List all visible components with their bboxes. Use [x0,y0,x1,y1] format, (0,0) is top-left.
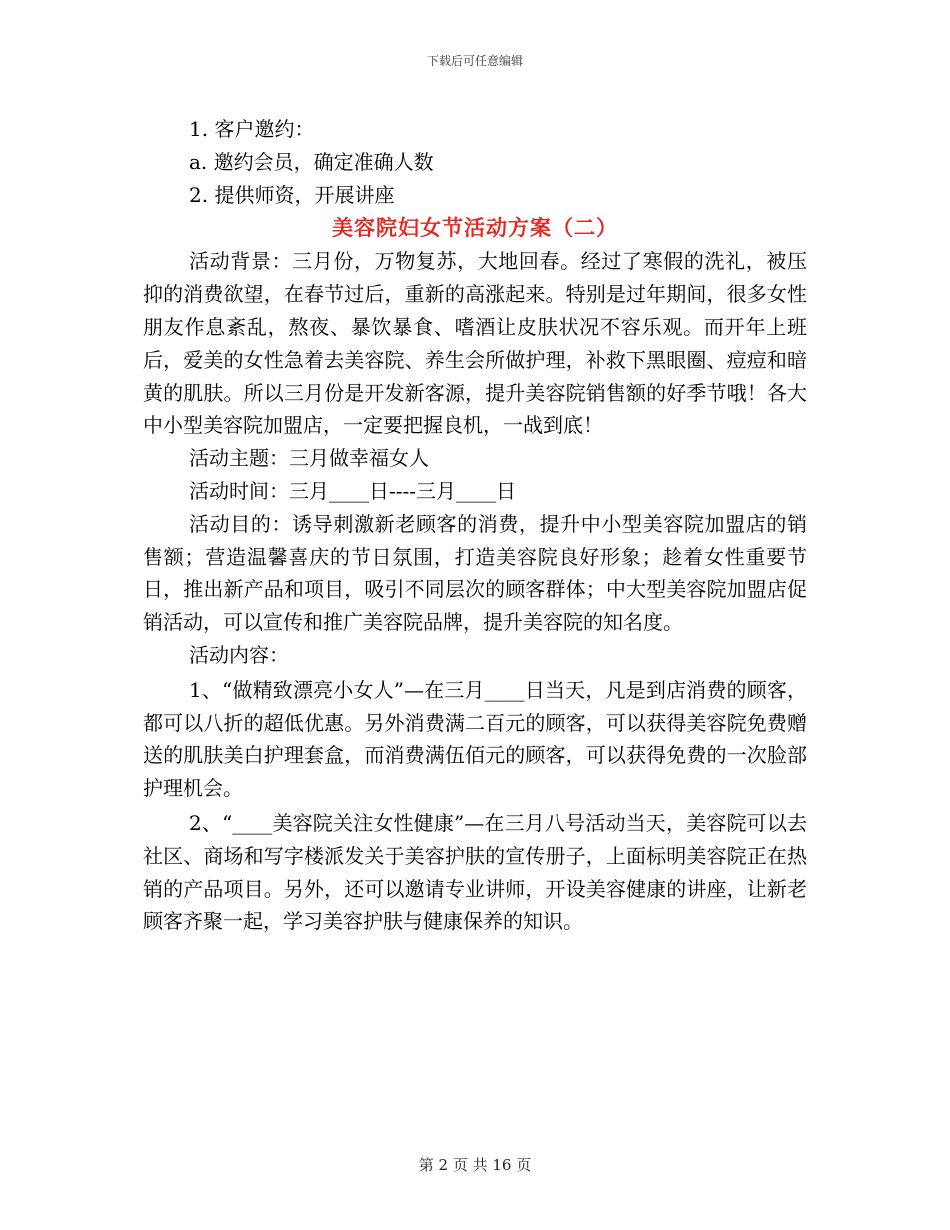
paragraph-theme: 活动主题：三月做幸福女人 [189,446,429,471]
page-header: 下载后可任意编辑 [426,54,523,68]
section-title: 美容院妇女节活动方案（二） [332,215,618,241]
paragraph-background: 活动背景：三月份，万物复苏，大地回春。经过了寒假的洗礼，被压抑的消费欲望，在春节过后，重新的高涨起来。特别是过年期间，很多女性朋友作息紊乱，熬夜、暴饮暴食、嗜酒让皮肤状况不容乐观。而开年上班后，爱美的女性急着去美容院、养生会所做护理，补救下黑眼圈、痘痘和暗黄的肌肤。所以三月份是开发新客源，提升美容院销售额的好季节哦！各大中小型美容院加盟店，一定要把握良机，一战到底！ [143,249,807,438]
paragraph-time: 活动时间：三月____日----三月____日 [189,478,517,503]
intro-line: a. 邀约会员，确定准确人数 [189,149,434,174]
intro-line: 2. 提供师资，开展讲座 [189,182,395,207]
paragraph-item-2: 2、“____美容院关注女性健康”—在三月八号活动当天，美容院可以去社区、商场和写字楼派发关于美容护肤的宣传册子，上面标明美容院正在热销的产品项目。另外，还可以邀请专业讲师，开设美容健康的讲座，让新老顾客齐聚一起，学习美容护肤与健康保养的知识。 [143,810,807,934]
document-body [143,113,807,938]
paragraph-purpose: 活动目的：诱导刺激新老顾客的消费，提升中小型美容院加盟店的销售额；营造温馨喜庆的节日氛围，打造美容院良好形象；趁着女性重要节日，推出新产品和项目，吸引不同层次的顾客群体；中大型美容院加盟店促销活动，可以宣传和推广美容院品牌，提升美容院的知名度。 [143,511,807,635]
paragraph-item-1: 1、“做精致漂亮小女人”—在三月____日当天，凡是到店消费的顾客，都可以八折的超低优惠。另外消费满二百元的顾客，可以获得美容院免费赠送的肌肤美白护理套盒，而消费满伍佰元的顾客，可以获得免费的一次脸部护理机会。 [143,677,807,801]
paragraph-content-heading: 活动内容： [189,642,289,667]
intro-line: 1. 客户邀约： [189,117,315,141]
page-footer: 第 2 页 共 16 页 [418,1156,532,1174]
